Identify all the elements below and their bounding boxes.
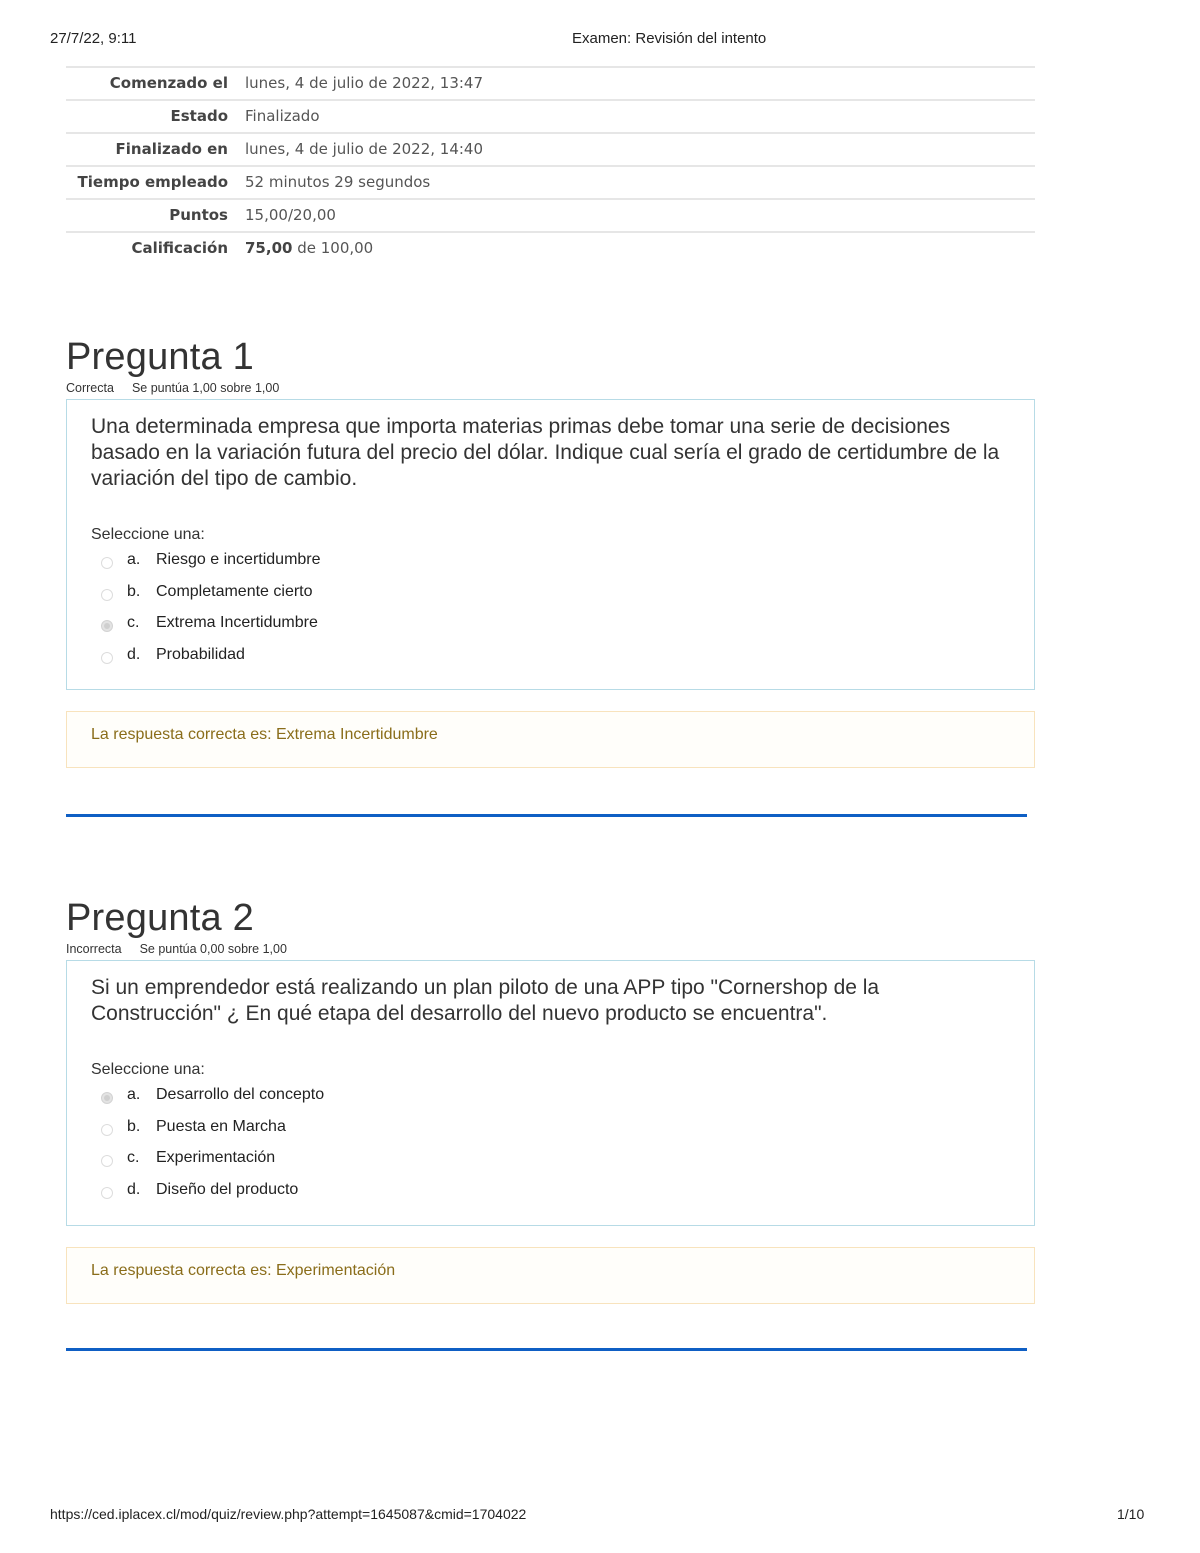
question-title: Pregunta 1	[66, 336, 254, 378]
question-prompt: Seleccione una:	[91, 1061, 205, 1078]
question-2	[66, 896, 1035, 1304]
summary-value: lunes, 4 de julio de 2022, 13:47	[245, 67, 1035, 100]
option-text: Probabilidad	[156, 645, 245, 663]
summary-label: Calificación	[66, 232, 245, 264]
option-text: Completamente cierto	[156, 582, 313, 600]
radio-button[interactable]	[101, 1155, 113, 1167]
summary-value: 52 minutos 29 segundos	[245, 166, 1035, 199]
question-box	[66, 960, 1035, 1226]
grade-max: de 100,00	[292, 239, 374, 257]
correct-answer-feedback: La respuesta correcta es: Experimentación	[66, 1247, 1035, 1304]
summary-row	[66, 166, 1035, 199]
summary-row	[66, 133, 1035, 166]
option-letter: d.	[127, 1180, 141, 1198]
option-letter: d.	[127, 645, 141, 663]
question-status: Correcta	[66, 381, 114, 395]
question-score: Se puntúa 1,00 sobre 1,00	[131, 381, 280, 395]
correct-answer-feedback: La respuesta correcta es: Extrema Incertidumbre	[66, 711, 1035, 768]
print-date: 27/7/22, 9:11	[50, 30, 137, 47]
summary-value: lunes, 4 de julio de 2022, 14:40	[245, 133, 1035, 166]
question-title: Pregunta 2	[66, 897, 254, 939]
radio-button[interactable]	[101, 652, 113, 664]
answer-option[interactable]	[91, 1083, 1010, 1115]
radio-button-selected[interactable]	[101, 1092, 113, 1104]
answer-option[interactable]	[91, 643, 1010, 675]
answer-options	[91, 548, 1010, 674]
option-text: Diseño del producto	[156, 1180, 299, 1198]
question-box	[66, 399, 1035, 690]
question-info	[66, 942, 1035, 958]
option-text: Riesgo e incertidumbre	[156, 551, 321, 568]
question-separator	[66, 1348, 1027, 1351]
answer-option[interactable]	[91, 548, 1010, 580]
page-number: 1/10	[1117, 1506, 1145, 1522]
answer-option[interactable]	[91, 1115, 1010, 1147]
radio-button[interactable]	[101, 1124, 113, 1136]
question-prompt: Seleccione una:	[91, 526, 205, 543]
question-separator	[66, 814, 1027, 817]
summary-row	[66, 100, 1035, 133]
summary-value: 15,00/20,00	[245, 199, 1035, 232]
answer-options	[91, 1083, 1010, 1209]
summary-label: Puntos	[66, 199, 245, 232]
summary-value: Finalizado	[245, 100, 1035, 133]
option-text: Experimentación	[156, 1149, 276, 1166]
question-1	[66, 335, 1035, 768]
answer-option[interactable]	[91, 1178, 1010, 1210]
option-text: Extrema Incertidumbre	[156, 614, 318, 631]
summary-label: Finalizado en	[66, 133, 245, 166]
summary-label: Estado	[66, 100, 245, 133]
radio-button[interactable]	[101, 557, 113, 569]
option-letter: b.	[127, 582, 141, 600]
option-letter: a.	[127, 1086, 141, 1103]
grade-value: 75,00	[245, 239, 293, 257]
summary-row	[66, 232, 1035, 264]
page-url: https://ced.iplacex.cl/mod/quiz/review.php?attempt=1645087&cmid=1704022	[50, 1506, 527, 1522]
option-text: Desarrollo del concepto	[156, 1086, 325, 1103]
question-text: Una determinada empresa que importa materias primas debe tomar una serie de decisiones basado en la variación futura del precio del dólar. Indique cual sería el grado de certidumbre de la variación del tipo de cambio.	[91, 415, 1000, 490]
answer-option[interactable]	[91, 611, 1010, 643]
summary-label: Tiempo empleado	[66, 166, 245, 199]
option-letter: c.	[127, 614, 140, 631]
summary-row	[66, 199, 1035, 232]
radio-button[interactable]	[101, 589, 113, 601]
option-letter: b.	[127, 1117, 141, 1135]
radio-button[interactable]	[101, 1187, 113, 1199]
summary-label: Comenzado el	[66, 67, 245, 100]
question-info	[66, 381, 1035, 397]
attempt-summary-table	[66, 66, 1035, 264]
answer-option[interactable]	[91, 1146, 1010, 1178]
question-text: Si un emprendedor está realizando un plan piloto de una APP tipo "Cornershop de la Construcción" ¿ En qué etapa del desarrollo del nuevo producto se encuentra".	[91, 976, 880, 1025]
radio-button-selected[interactable]	[101, 620, 113, 632]
question-score: Se puntúa 0,00 sobre 1,00	[139, 942, 287, 956]
summary-value	[245, 232, 1035, 264]
question-status: Incorrecta	[66, 942, 122, 956]
option-text: Puesta en Marcha	[156, 1117, 286, 1135]
page-title: Examen: Revisión del intento	[572, 30, 767, 47]
summary-row	[66, 67, 1035, 100]
option-letter: a.	[127, 551, 141, 568]
print-header	[0, 30, 1200, 50]
option-letter: c.	[127, 1149, 140, 1166]
answer-option[interactable]	[91, 580, 1010, 612]
